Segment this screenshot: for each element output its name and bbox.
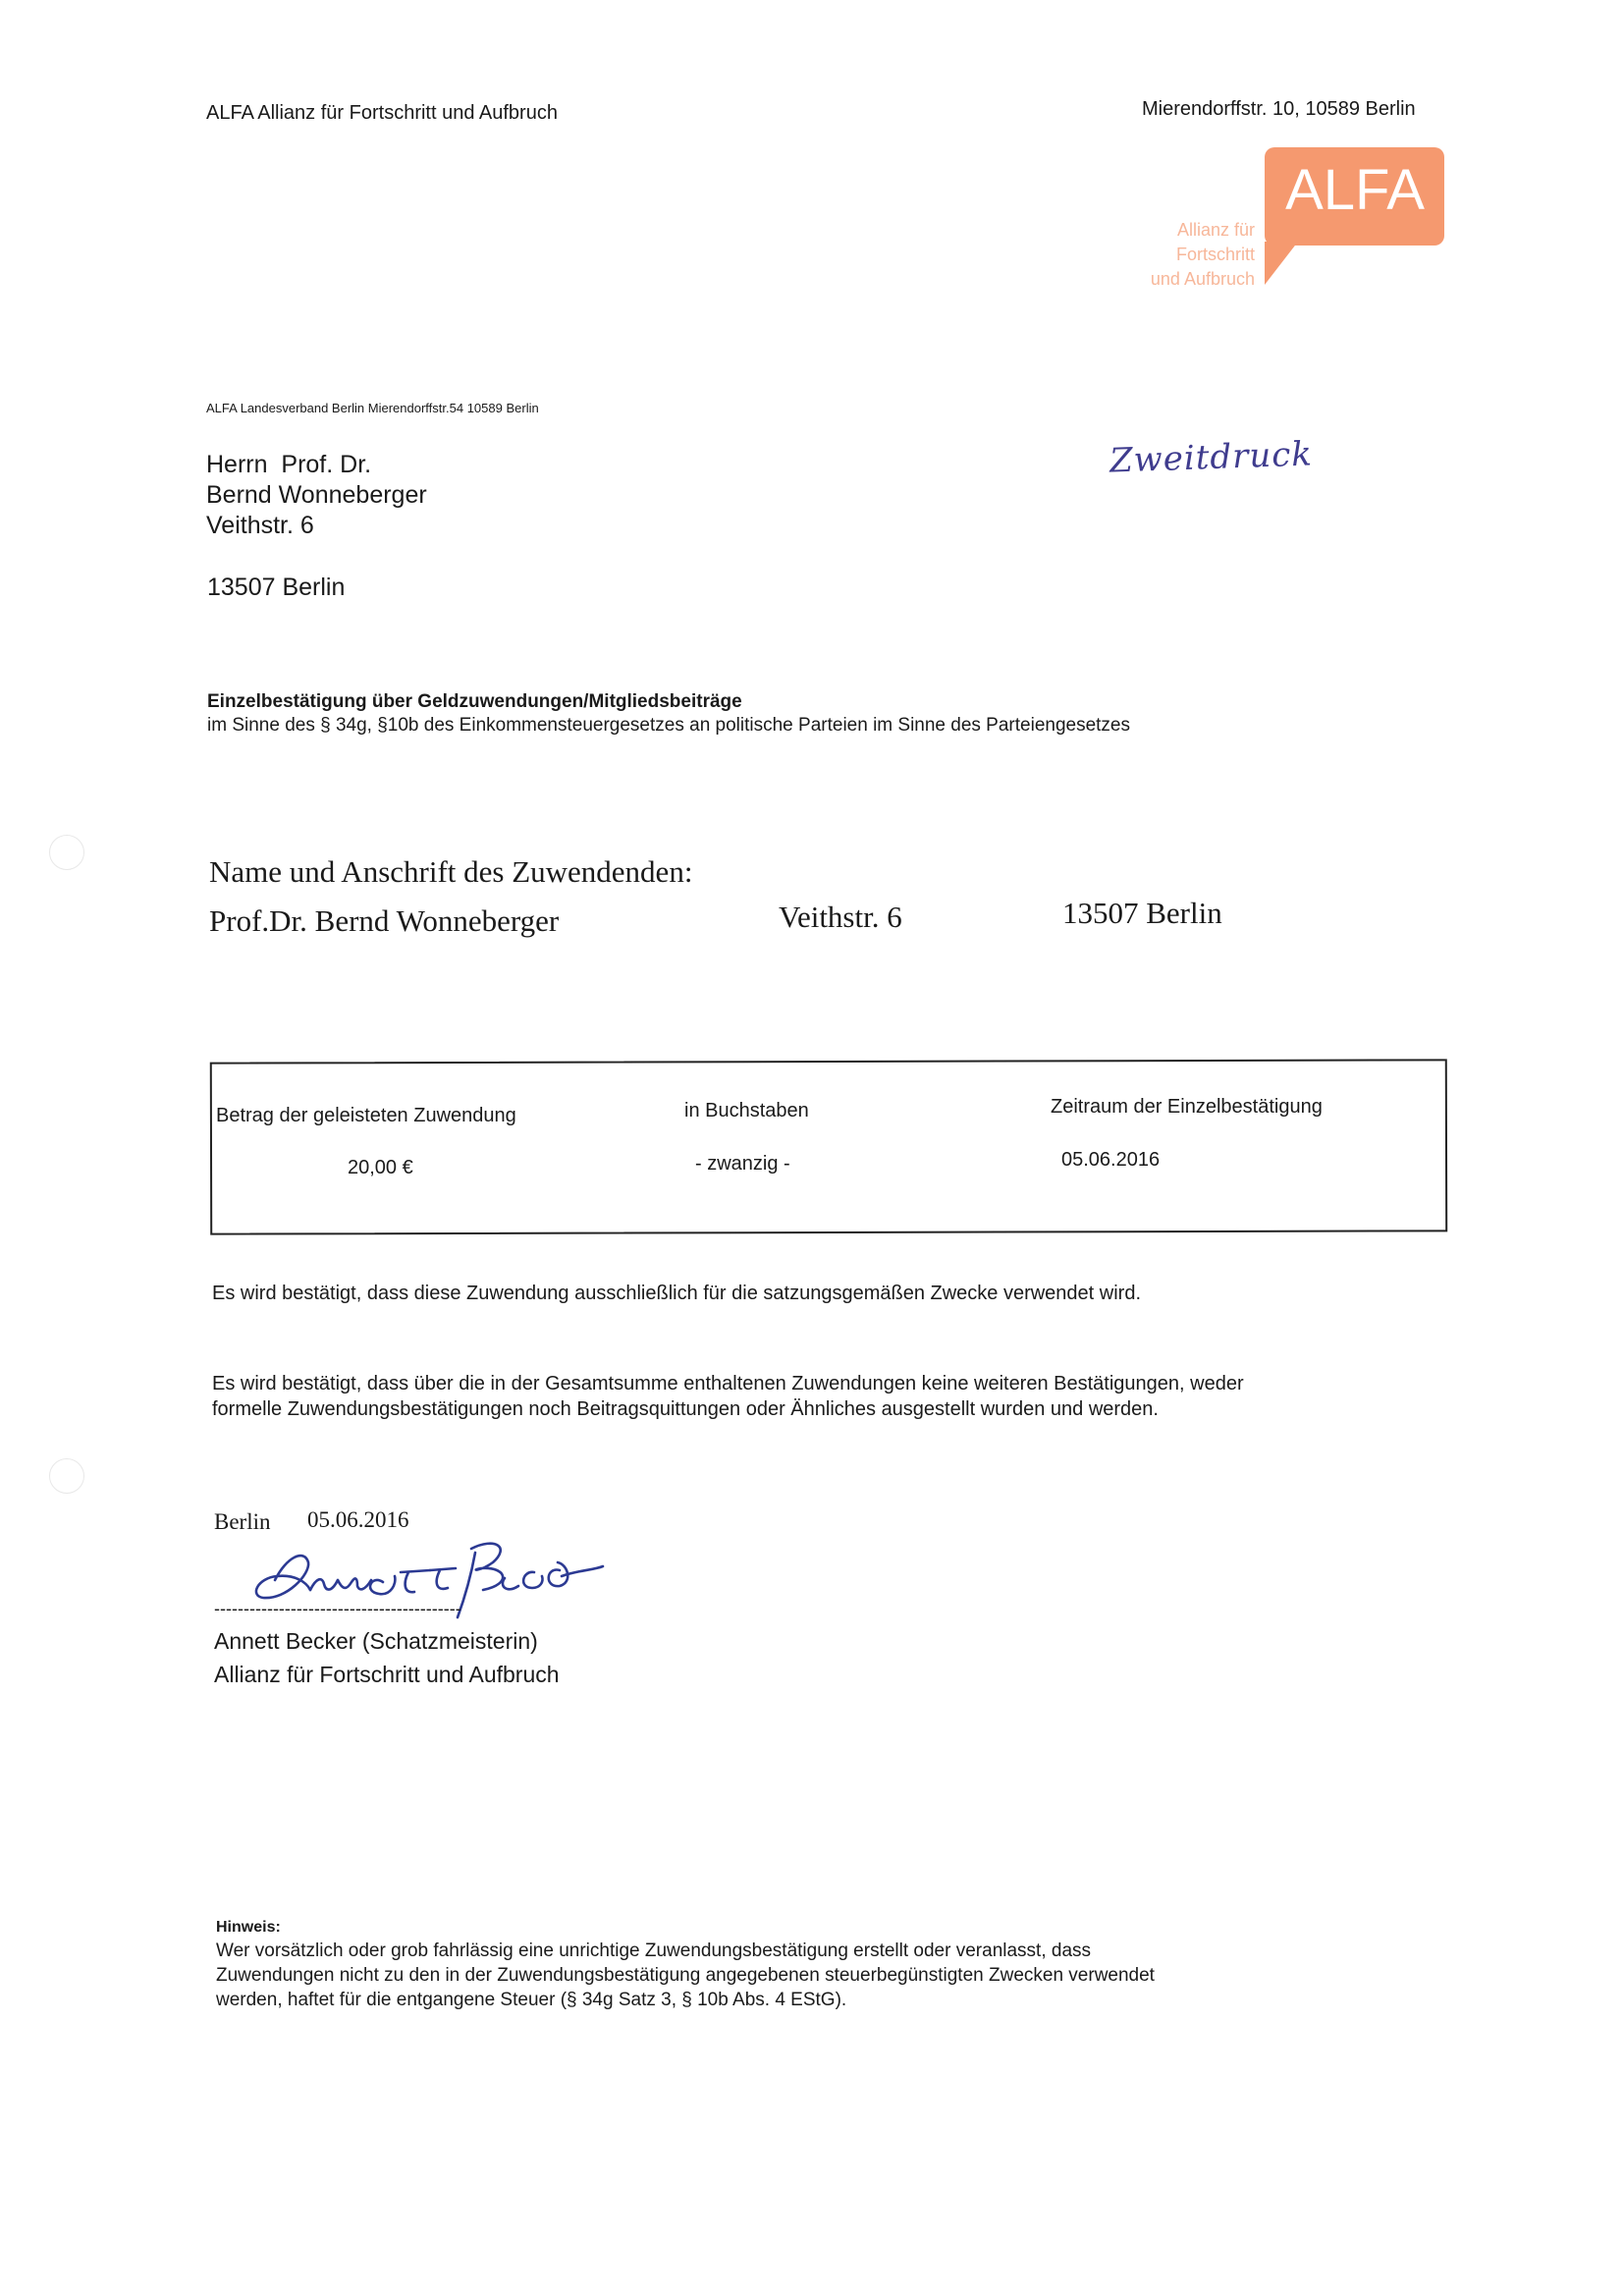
punch-hole-mark — [49, 835, 84, 870]
table-cell-in-words: - zwanzig - — [695, 1153, 790, 1175]
donation-table-frame — [210, 1059, 1447, 1234]
logo-tagline-line: und Aufbruch — [1150, 269, 1255, 289]
donor-city: 13507 Berlin — [1062, 896, 1222, 930]
logo-speech-tail-icon — [1265, 242, 1304, 287]
handwritten-note: Zweitdruck — [1109, 434, 1314, 481]
document-subtitle: im Sinne des § 34g, §10b des Einkommensteuergesetzes an politische Parteien im Sinne des Parteiengesetzes — [207, 715, 1130, 736]
table-header-period: Zeitraum der Einzelbestätigung — [1051, 1096, 1323, 1118]
donor-street: Veithstr. 6 — [779, 900, 902, 934]
punch-hole-mark — [49, 1458, 84, 1494]
donor-name: Prof.Dr. Bernd Wonneberger — [209, 903, 560, 938]
confirmation-no-other-receipts-cont: formelle Zuwendungsbestätigungen noch Beitragsquittungen oder Ähnliches ausgestellt wurden und werden. — [212, 1398, 1159, 1420]
letterhead-address: Mierendorffstr. 10, 10589 Berlin — [1142, 98, 1416, 120]
logo-tagline — [1129, 218, 1255, 292]
donor-label: Name und Anschrift des Zuwendenden: — [209, 854, 693, 889]
table-cell-amount: 20,00 € — [348, 1157, 413, 1178]
signatory-organization: Allianz für Fortschritt und Aufbruch — [214, 1662, 560, 1687]
recipient-city: 13507 Berlin — [207, 574, 346, 601]
signature-line: ------------------------------------------ — [214, 1599, 461, 1618]
signatory-name: Annett Becker (Schatzmeisterin) — [214, 1628, 538, 1654]
confirmation-purpose: Es wird bestätigt, dass diese Zuwendung ausschließlich für die satzungsgemäßen Zwecke verwendet wird. — [212, 1283, 1142, 1304]
logo-tagline-line: Allianz für — [1176, 220, 1255, 240]
logo-wordmark: ALFA — [1285, 158, 1425, 222]
recipient-name: Bernd Wonneberger — [206, 481, 427, 509]
hint-label: Hinweis: — [216, 1919, 281, 1936]
hint-text-line: Wer vorsätzlich oder grob fahrlässig eine unrichtige Zuwendungsbestätigung erstellt oder veranlasst, dass — [216, 1941, 1092, 1961]
recipient-street: Veithstr. 6 — [206, 512, 314, 539]
letterhead-organization: ALFA Allianz für Fortschritt und Aufbruch — [206, 102, 558, 124]
signature-place: Berlin — [214, 1509, 271, 1534]
hint-text-line: Zuwendungen nicht zu den in der Zuwendungsbestätigung angegebenen steuerbegünstigten Zwecken verwendet — [216, 1965, 1155, 1986]
table-header-in-words: in Buchstaben — [684, 1100, 809, 1121]
logo-tagline-line: Fortschritt — [1175, 245, 1255, 264]
return-address-line: ALFA Landesverband Berlin Mierendorffstr.54 10589 Berlin — [206, 401, 539, 415]
confirmation-no-other-receipts: Es wird bestätigt, dass über die in der Gesamtsumme enthaltenen Zuwendungen keine weiteren Bestätigungen, weder — [212, 1373, 1244, 1394]
document-title: Einzelbestätigung über Geldzuwendungen/Mitgliedsbeiträge — [207, 691, 742, 712]
table-cell-period: 05.06.2016 — [1061, 1149, 1161, 1171]
recipient-address — [206, 450, 427, 541]
hint-text-line: werden, haftet für die entgangene Steuer (§ 34g Satz 3, § 10b Abs. 4 EStG). — [216, 1990, 847, 2010]
table-header-amount: Betrag der geleisteten Zuwendung — [216, 1105, 516, 1126]
recipient-salutation: Herrn Prof. Dr. — [206, 451, 372, 478]
signature-date: 05.06.2016 — [307, 1507, 409, 1532]
